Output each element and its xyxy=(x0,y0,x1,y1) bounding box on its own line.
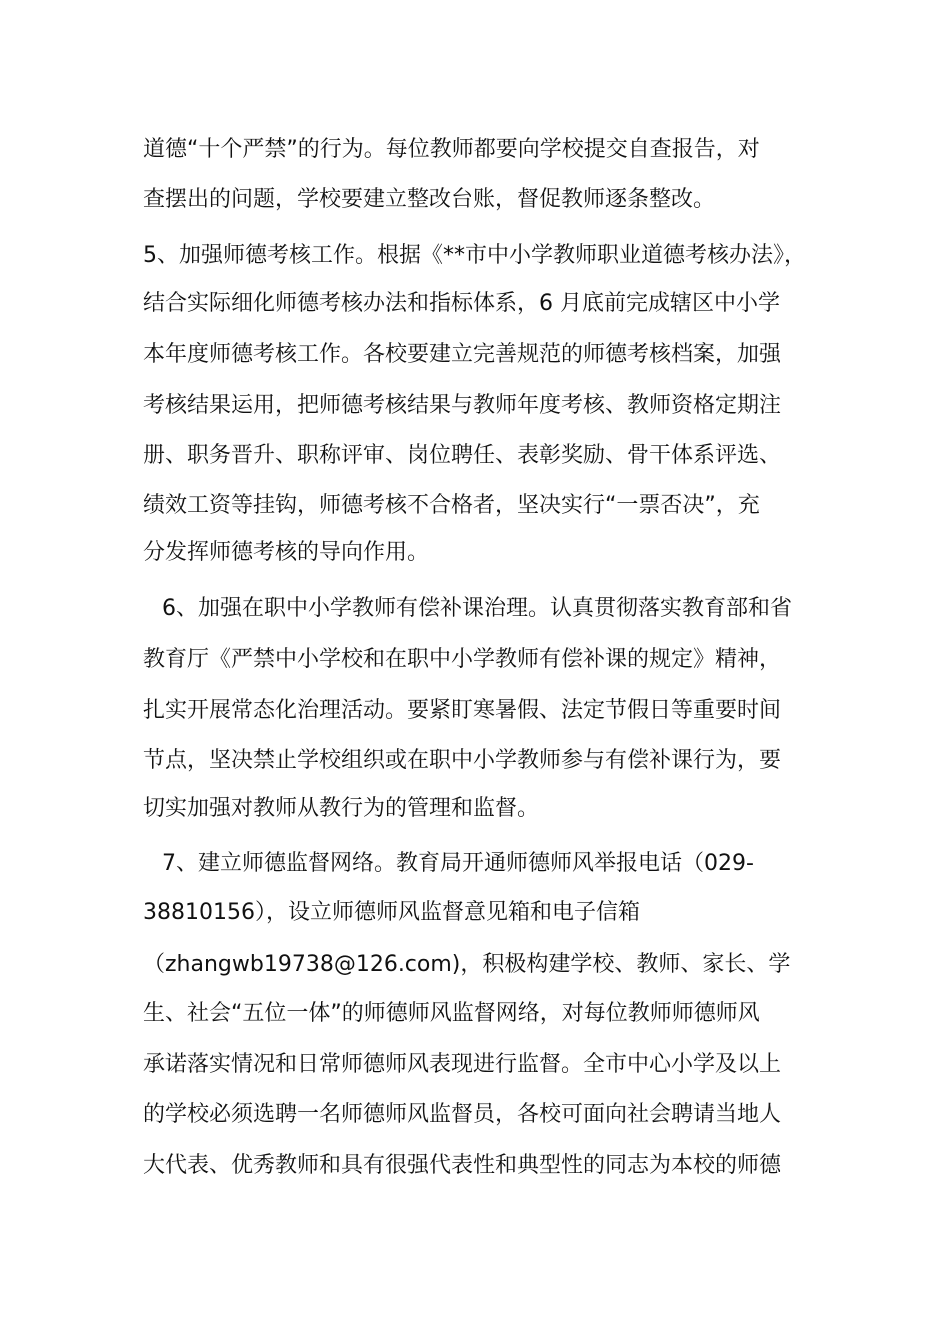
text-line-6: 考核结果运用，把师德考核结果与教师年度考核、教师资格定期注 xyxy=(143,393,782,418)
text-line-18: 生、社会“五位一体”的师德师风监督网络，对每位教师师德师风 xyxy=(143,1001,760,1026)
text-line-14: 切实加强对教师从教行为的管理和监督。 xyxy=(143,796,540,821)
text-line-7: 册、职务晋升、职称评审、岗位聘任、表彰奖励、骨干体系评选、 xyxy=(143,443,782,468)
text-line-16: 38810156），设立师德师风监督意见箱和电子信箱 xyxy=(143,900,640,925)
text-line-4: 结合实际细化师德考核办法和指标体系，6 月底前完成辖区中小学 xyxy=(143,291,780,316)
text-line-19: 承诺落实情况和日常师德师风表现进行监督。全市中心小学及以上 xyxy=(143,1052,782,1077)
text-line-3: 5、加强师德考核工作。根据《**市中小学教师职业道德考核办法》， xyxy=(143,243,806,268)
text-line-20: 的学校必须选聘一名师德师风监督员，各校可面向社会聘请当地人 xyxy=(143,1102,782,1127)
text-line-5: 本年度师德考核工作。各校要建立完善规范的师德考核档案，加强 xyxy=(143,342,782,367)
text-line-15: 7、建立师德监督网络。教育局开通师德师风举报电话（029- xyxy=(162,851,754,876)
text-line-2: 查摆出的问题，学校要建立整改台账，督促教师逐条整改。 xyxy=(143,187,716,212)
text-line-9: 分发挥师德考核的导向作用。 xyxy=(143,540,430,565)
text-line-1: 道德“十个严禁”的行为。每位教师都要向学校提交自查报告，对 xyxy=(143,137,760,162)
text-line-10: 6、加强在职中小学教师有偿补课治理。认真贯彻落实教育部和省 xyxy=(162,596,792,621)
text-line-13: 节点，坚决禁止学校组织或在职中小学教师参与有偿补课行为，要 xyxy=(143,748,782,773)
text-line-17: （zhangwb19738@126.com)，积极构建学校、教师、家长、学 xyxy=(143,952,791,977)
text-line-8: 绩效工资等挂钩，师德考核不合格者，坚决实行“一票否决”，充 xyxy=(143,493,760,518)
text-line-11: 教育厅《严禁中小学校和在职中小学教师有偿补课的规定》精神， xyxy=(143,647,782,672)
text-line-21: 大代表、优秀教师和具有很强代表性和典型性的同志为本校的师德 xyxy=(143,1153,782,1178)
text-line-12: 扎实开展常态化治理活动。要紧盯寒暑假、法定节假日等重要时间 xyxy=(143,698,782,723)
